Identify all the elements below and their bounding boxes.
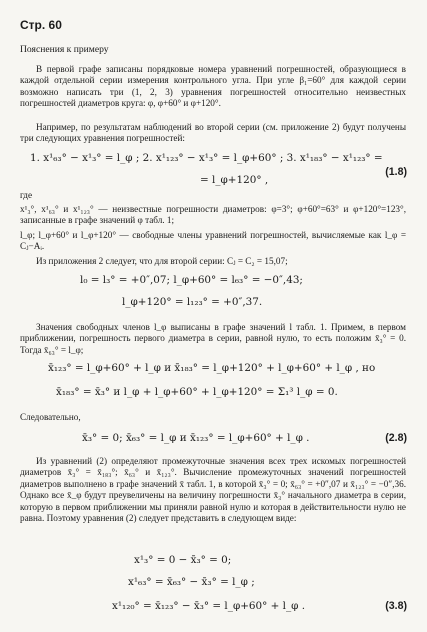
paragraph-3: x¹₃°, x¹₆₃° и x¹₁₂₃° — неизвестные погрешности диаметров: φ=3°; φ+60°=63° и φ+120°=123°, записанные в графе значений φ табл. 1; [20,204,406,226]
equation-1b: = l_φ+120° , [200,174,269,186]
equation-label-2-8: (2.8) [385,432,407,444]
equation-9: x¹₁₂₀° = x̄₁₂₃° − x̄₃° = l_φ+60° + l_φ . [112,600,306,612]
equation-1a: 1. x¹₆₃° − x¹₃° = l_φ ; 2. x¹₁₂₃° − x¹₃° = l_φ+60° ; 3. x¹₁₈₃° − x¹₁₂₃° = [30,152,383,164]
paragraph-5: Из приложения 2 следует, что для второй серии: Cⱼ = C₂ = 15,07; [36,256,288,266]
equation-8: x¹₆₃° = x̄₆₃° − x̄₃° = l_φ ; [128,576,255,588]
paragraph-6: Значения свободных членов l_φ выписаны в графе значений l табл. 1. Примем, в первом приближении, погрешность первого диаметра в серии, равной нулю, то есть положим x̄₃° = 0. Тогда x̄₆₃° = l_φ; [20,322,406,355]
equation-5: x̄₁₈₃° = x̄₃° и l_φ + l_φ+60° + l_φ+120° = Σ₁³ l_φ = 0. [56,386,338,398]
paragraph-7: Из уравнений (2) определяют промежуточные значения всех трех искомых погрешностей диаметров x̄₃° = x̄₁₈₃°; x̄₆₃° и x̄₁₂₃°. Вычисление промежуточных значений погрешностей диаметров выполнено в графе значений x̄ табл. 1, в которой x̄₃° = 0; x̄₆₃° = +0″,07 и x̄₁₂₃° = −0″,36. Однако все x̄_φ будут преувеличены на величину погрешности x̄₃° начального диаметра в серии, которую в первом приближении мы приняли равной нулю и которая в действительности нулю не равна. Поэтому уравнения (2) следует представить в следующем виде: [20,456,406,524]
equation-2: l₀ = l₃° = +0″,07; l_φ+60° = l₆₃° = −0″,43; [80,274,303,286]
paragraph-2: Например, по результатам наблюдений во второй серии (см. приложение 2) будут получены три следующих уравнения погрешностей: [20,122,406,144]
equation-4: x̄₁₂₃° = l_φ+60° + l_φ и x̄₁₈₃° = l_φ+120° + l_φ+60° + l_φ , но [48,362,376,374]
paragraph-1: В первой графе записаны порядковые номера уравнений погрешностей, образующиеся в каждой отдельной серии измерения контрольного угла. При угле β₁=60° для каждой серии возможно написать три (1, 2, 3) уравнения погрешностей относительно неизвестных погрешностей диаметров круга: φ, φ+60° и φ+120°. [20,64,406,109]
section-title: Пояснения к примеру [20,44,109,55]
equation-3: l_φ+120° = l₁₂₃° = +0″,37. [122,296,263,308]
equation-6: x̄₃° = 0; x̄₆₃° = l_φ и x̄₁₂₃° = l_φ+60° + l_φ . [82,432,310,444]
consequently-word: Следовательно, [20,412,81,422]
equation-7: x¹₃° = 0 − x̄₃° = 0; [134,554,232,566]
where-word: где [20,190,33,200]
paragraph-4: l_φ; l_φ+60° и l_φ+120° — свободные члены уравнений погрешностей, вычисляемые как l_φ = Cⱼ−Aᵢ. [20,230,406,252]
equation-label-1-8: (1.8) [385,166,407,178]
page-number: Стр. 60 [20,18,62,32]
equation-label-3-8: (3.8) [385,600,407,612]
